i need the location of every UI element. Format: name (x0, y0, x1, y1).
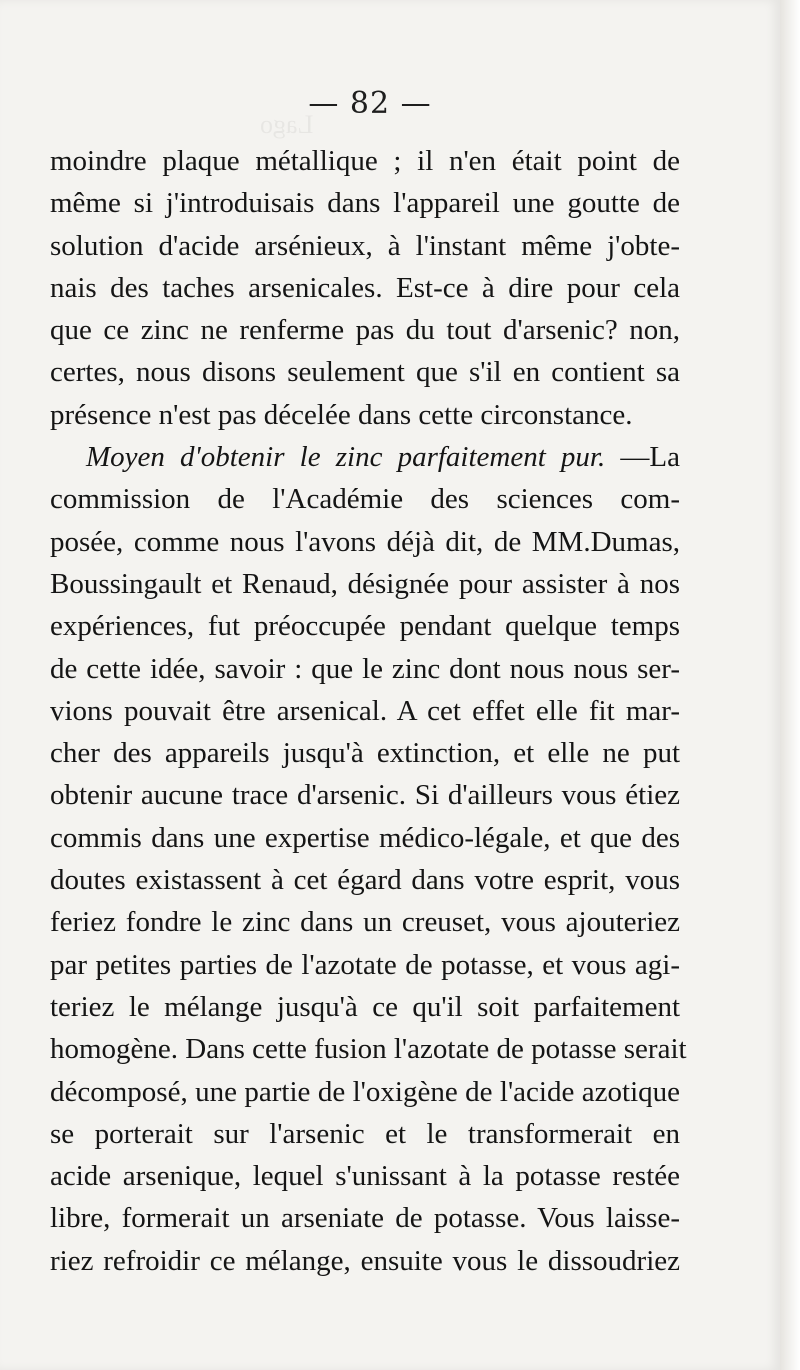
text-line: Boussingault et Renaud, désignée pour assister à nos (50, 567, 680, 600)
text-line: nais des taches arsenicales. Est-ce à dire pour cela (50, 271, 680, 304)
text-line: obtenir aucune trace d'arsenic. Si d'ailleurs vous étiez (50, 779, 680, 812)
text-line: doutes existassent à cet égard dans votre esprit, vous (50, 864, 680, 897)
text-line: moindre plaque métallique ; il n'en était point de (50, 145, 680, 177)
text-line: expériences, fut préoccupée pendant quelque temps (50, 610, 680, 643)
section-heading-continuation: —La (620, 441, 681, 474)
text-line: libre, formerait un arseniate de potasse. Vous laisse- (50, 1202, 680, 1235)
text-line: commis dans une expertise médico-légale, et que des (50, 821, 680, 854)
body-text (50, 140, 687, 1282)
text-line: se porterait sur l'arsenic et le transformerait en (50, 1117, 680, 1150)
text-line: commission de l'Académie des sciences com- (50, 483, 680, 516)
text-line: feriez fondre le zinc dans un creuset, vous ajouteriez (50, 906, 680, 939)
show-through-text: Lago (260, 110, 314, 139)
text-line: acide arsenique, lequel s'unissant à la potasse restée (50, 1160, 680, 1193)
text-line: même si j'introduisais dans l'appareil une goutte de (50, 187, 680, 220)
section-heading-line (50, 436, 680, 478)
text-line: riez refroidir ce mélange, ensuite vous le dissoudriez (50, 1244, 680, 1277)
text-line: de cette idée, savoir : que le zinc dont nous nous ser- (50, 652, 680, 685)
text-line: vions pouvait être arsenical. A cet effet elle fit mar- (50, 694, 680, 727)
text-line: solution d'acide arsénieux, à l'instant même j'obte- (50, 229, 680, 262)
text-line: homogène. Dans cette fusion l'azotate de potasse serait (50, 1033, 687, 1066)
text-line: présence n'est pas décelée dans cette circonstance. (50, 398, 633, 431)
text-line: par petites parties de l'azotate de potasse, et vous agi- (50, 948, 680, 981)
page-edge (780, 0, 800, 1370)
page-number: — 82 — (308, 86, 432, 121)
text-line: que ce zinc ne renferme pas du tout d'arsenic? non, (50, 314, 680, 347)
section-heading: Moyen d'obtenir le zinc parfaitement pur. (86, 441, 606, 474)
text-line: certes, nous disons seulement que s'il en contient sa (50, 356, 680, 389)
text-line: cher des appareils jusqu'à extinction, et elle ne put (50, 737, 680, 770)
text-line: teriez le mélange jusqu'à ce qu'il soit parfaitement (50, 990, 680, 1023)
text-line: décomposé, une partie de l'oxigène de l'acide azotique (50, 1075, 680, 1108)
text-line: posée, comme nous l'avons déjà dit, de MM.Dumas, (50, 525, 680, 558)
